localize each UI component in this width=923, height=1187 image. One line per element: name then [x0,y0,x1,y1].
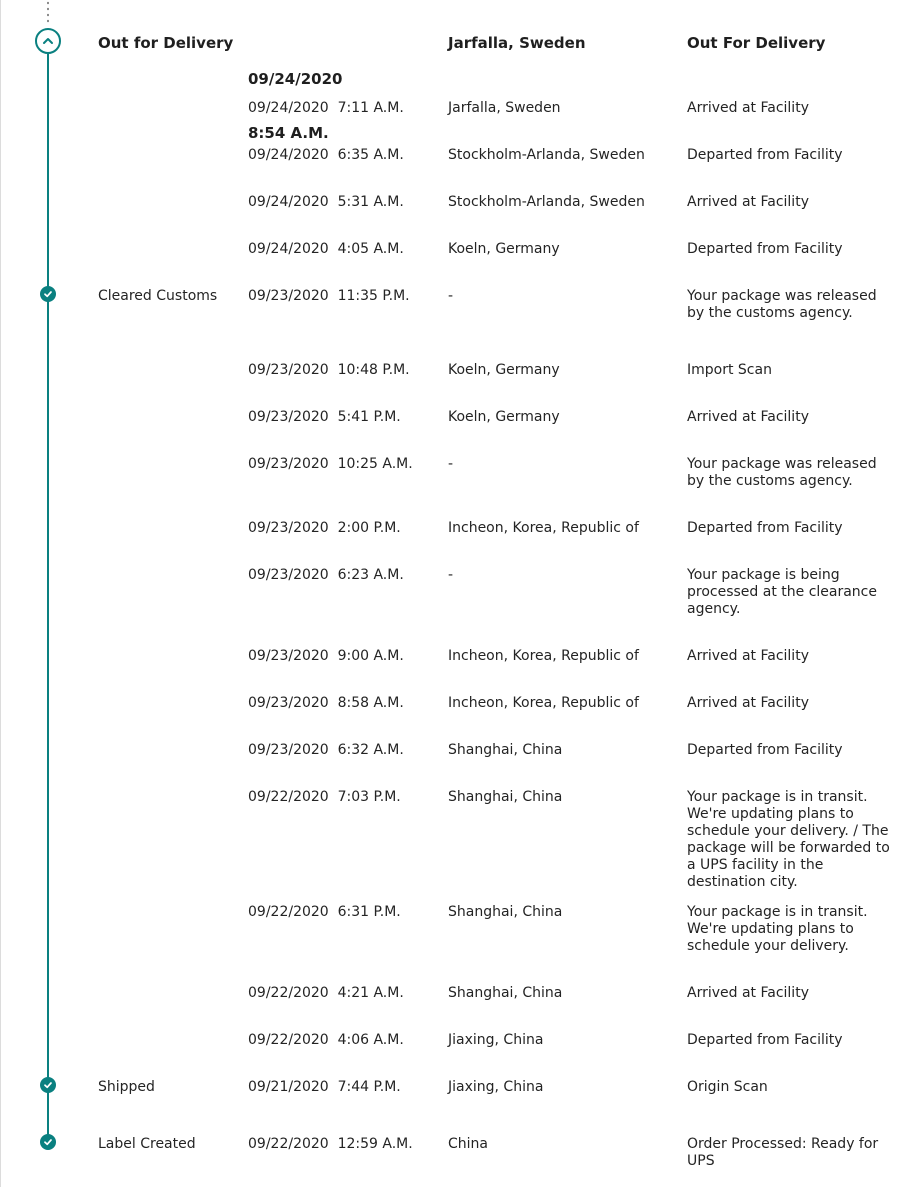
event-activity: Your package was released by the customs agency. [687,456,877,489]
event-location: Incheon, Korea, Republic of [448,648,639,664]
check-icon [40,1134,56,1150]
event-location: Shanghai, China [448,985,563,1001]
event-activity: Departed from Facility [687,147,843,163]
event-datetime: 09/22/2020 12:59 A.M. [248,1136,413,1152]
event-activity: Origin Scan [687,1079,768,1095]
event-activity: Arrived at Facility [687,100,809,116]
panel-left-border [0,0,1,1187]
event-datetime: 09/22/2020 4:06 A.M. [248,1032,404,1048]
event-activity: Your package is in transit. We're updating plans to schedule your delivery. / The package will be forwarded to a UPS facility in the destination city. [687,789,890,890]
milestone-label: Cleared Customs [98,288,218,304]
event-location: Jiaxing, China [448,1032,544,1048]
event-datetime: 09/22/2020 6:31 P.M. [248,904,401,920]
milestone-label: Label Created [98,1136,196,1152]
event-activity: Departed from Facility [687,1032,843,1048]
event-location: Koeln, Germany [448,241,560,257]
event-location: Jiaxing, China [448,1079,544,1095]
event-activity: Departed from Facility [687,742,843,758]
event-datetime: 09/23/2020 6:23 A.M. [248,567,404,583]
event-datetime: 09/22/2020 7:03 P.M. [248,789,401,805]
event-location: Shanghai, China [448,742,563,758]
event-location: China [448,1136,488,1152]
event-activity: Arrived at Facility [687,985,809,1001]
check-icon [40,286,56,302]
event-location: Koeln, Germany [448,362,560,378]
milestone-label: Out for Delivery [98,34,234,52]
event-activity: Arrived at Facility [687,648,809,664]
event-datetime: 09/22/2020 4:21 A.M. [248,985,404,1001]
event-datetime: 09/23/2020 10:25 A.M. [248,456,413,472]
event-location: Jarfalla, Sweden [448,100,561,116]
event-location: Koeln, Germany [448,409,560,425]
event-location: Stockholm-Arlanda, Sweden [448,147,645,163]
event-datetime: 09/23/2020 6:32 A.M. [248,742,404,758]
event-activity: Your package is in transit. We're updating plans to schedule your delivery. [687,904,868,954]
event-datetime: 09/24/2020 7:11 A.M. [248,100,404,116]
event-location: Stockholm-Arlanda, Sweden [448,194,645,210]
event-activity: Your package was released by the customs agency. [687,288,877,321]
event-activity: Departed from Facility [687,241,843,257]
event-activity: Arrived at Facility [687,695,809,711]
check-icon [40,1077,56,1093]
event-location: Shanghai, China [448,904,563,920]
event-datetime: 09/23/2020 5:41 P.M. [248,409,401,425]
event-datetime: 09/24/2020 6:35 A.M. [248,147,404,163]
event-datetime: 09/21/2020 7:44 P.M. [248,1079,401,1095]
event-datetime: 09/23/2020 2:00 P.M. [248,520,401,536]
timeline-dotted-connector [47,0,49,24]
event-location: - [448,288,454,304]
event-datetime: 09/24/2020 4:05 A.M. [248,241,404,257]
event-activity: Arrived at Facility [687,409,809,425]
event-activity: Your package is being processed at the clearance agency. [687,567,877,617]
event-activity: Arrived at Facility [687,194,809,210]
timeline-line [47,50,49,1142]
event-time: 8:54 A.M. [248,124,329,142]
event-datetime: 09/23/2020 9:00 A.M. [248,648,404,664]
event-datetime: 09/23/2020 11:35 P.M. [248,288,410,304]
event-activity: Departed from Facility [687,520,843,536]
event-activity: Out For Delivery [687,34,826,52]
event-activity: Import Scan [687,362,772,378]
event-location: Incheon, Korea, Republic of [448,520,639,536]
milestone-label: Shipped [98,1079,155,1095]
chevron-up-icon[interactable] [35,28,61,54]
event-datetime: 09/23/2020 10:48 P.M. [248,362,410,378]
event-datetime: 09/23/2020 8:58 A.M. [248,695,404,711]
event-location: Shanghai, China [448,789,563,805]
event-location: Incheon, Korea, Republic of [448,695,639,711]
event-datetime: 09/24/2020 5:31 A.M. [248,194,404,210]
event-location: Jarfalla, Sweden [448,34,586,52]
event-location: - [448,567,454,583]
event-date: 09/24/2020 [248,70,343,88]
event-location: - [448,456,454,472]
event-activity: Order Processed: Ready for UPS [687,1136,879,1169]
